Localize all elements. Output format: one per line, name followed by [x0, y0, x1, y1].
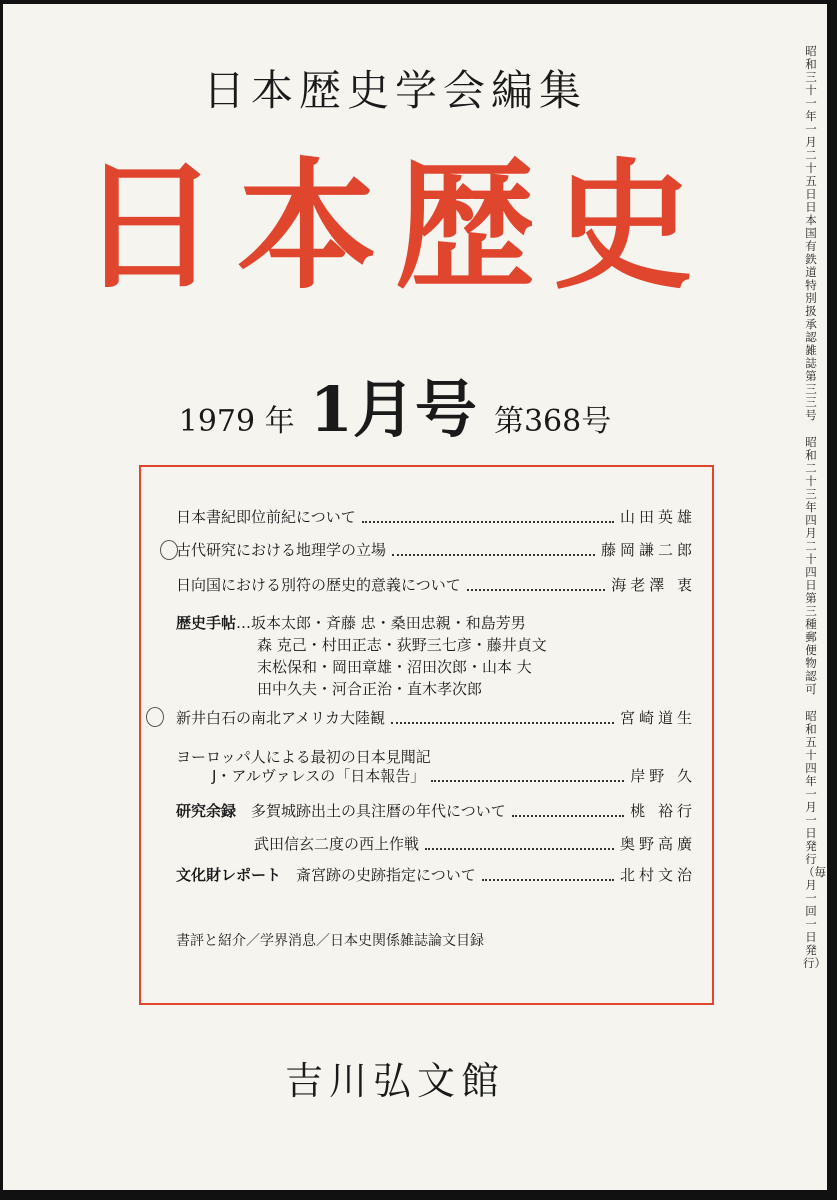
research-label: 研究余録 — [176, 802, 237, 820]
toc-article-author: 桃 裕行 — [630, 802, 696, 820]
toc-article-title: 日向国における別符の歴史的意義について — [176, 576, 461, 594]
handbook-line: 歴史手帖…坂本太郎・斉藤 忠・桑田忠親・和島芳男 — [176, 614, 526, 632]
toc-article-author: 岸野 久 — [630, 767, 696, 785]
side-notice-line: 昭和二十三年四月二十四日第三種郵便物認可 — [805, 435, 817, 696]
editor-line: 日本歴史学会編集 — [202, 66, 587, 115]
leader-dots — [482, 869, 614, 881]
issue-month: 1月号 — [309, 373, 477, 446]
publisher-name: 吉川弘文館 — [284, 1059, 505, 1103]
toc-article-author: 奥野高廣 — [619, 835, 696, 853]
toc-culture-report — [176, 865, 696, 885]
issue-year: 1979 年 — [178, 404, 295, 439]
issue-line — [0, 360, 790, 449]
toc-article-title: 斎宮跡の史跡指定について — [296, 866, 476, 884]
toc-article-author: 藤岡謙二郎 — [600, 541, 696, 559]
toc-article-title: 古代研究における地理学の立場 — [176, 541, 387, 559]
pencil-circle-mark — [146, 707, 164, 727]
scan-edge-top — [0, 0, 837, 4]
side-notice-line: 昭和三十一年一月二十五日日本国有鉄道特別扱承認雑誌第三三号 — [805, 44, 817, 422]
toc-footer: 書評と紹介／学界消息／日本史関係雑誌論文目録 — [176, 933, 484, 949]
handbook-label: 歴史手帖 — [176, 614, 237, 632]
leader-dots — [362, 511, 614, 523]
handbook-line: 田中久夫・河合正治・直木孝次郎 — [257, 680, 483, 698]
toc-article-title: 多賀城跡出土の具注暦の年代について — [251, 802, 506, 820]
toc-article — [176, 708, 696, 728]
toc-article-author: 山田英雄 — [619, 508, 696, 526]
handbook-authors: 坂本太郎・斉藤 忠・桑田忠親・和島芳男 — [251, 614, 526, 632]
toc-article-author: 宮崎道生 — [619, 709, 696, 727]
side-notice-line: 昭和五十四年一月一日発行（毎月一回一日発行） — [803, 709, 826, 970]
toc-article — [176, 540, 696, 560]
side-postal-notice — [803, 44, 826, 984]
toc-research-item — [254, 834, 696, 854]
magazine-title: 日本歴史 — [78, 146, 711, 309]
scan-edge-right — [827, 0, 837, 1200]
issue-number: 第368号 — [493, 404, 612, 439]
toc-article-title: 武田信玄二度の西上作戦 — [254, 835, 420, 853]
toc-article-subtitle: ヨーロッパ人による最初の日本見聞記 — [176, 748, 431, 766]
history-handbook-section — [176, 612, 696, 700]
handbook-line: 末松保和・岡田章雄・沼田次郎・山本 大 — [257, 658, 532, 676]
leader-dots — [431, 770, 624, 782]
leader-dots — [392, 544, 595, 556]
leader-dots — [425, 838, 614, 850]
toc-article — [212, 766, 696, 786]
toc-article — [176, 507, 696, 527]
toc-research-item — [176, 801, 696, 821]
toc-article-title: 新井白石の南北アメリカ大陸観 — [176, 709, 385, 727]
toc-article-title: J・アルヴァレスの「日本報告」 — [212, 767, 426, 785]
handbook-line: 森 克己・村田正志・荻野三七彦・藤井貞文 — [257, 636, 547, 654]
toc-article-author: 北村文治 — [619, 866, 696, 884]
toc-article-author: 海老澤 衷 — [611, 576, 696, 594]
leader-dots — [467, 579, 606, 591]
scan-edge-bottom — [0, 1190, 837, 1200]
culture-label: 文化財レポート — [176, 866, 282, 884]
toc-article — [176, 575, 696, 595]
leader-dots — [512, 805, 624, 817]
leader-dots — [391, 712, 614, 724]
toc-article-title: 日本書紀即位前紀について — [176, 508, 356, 526]
